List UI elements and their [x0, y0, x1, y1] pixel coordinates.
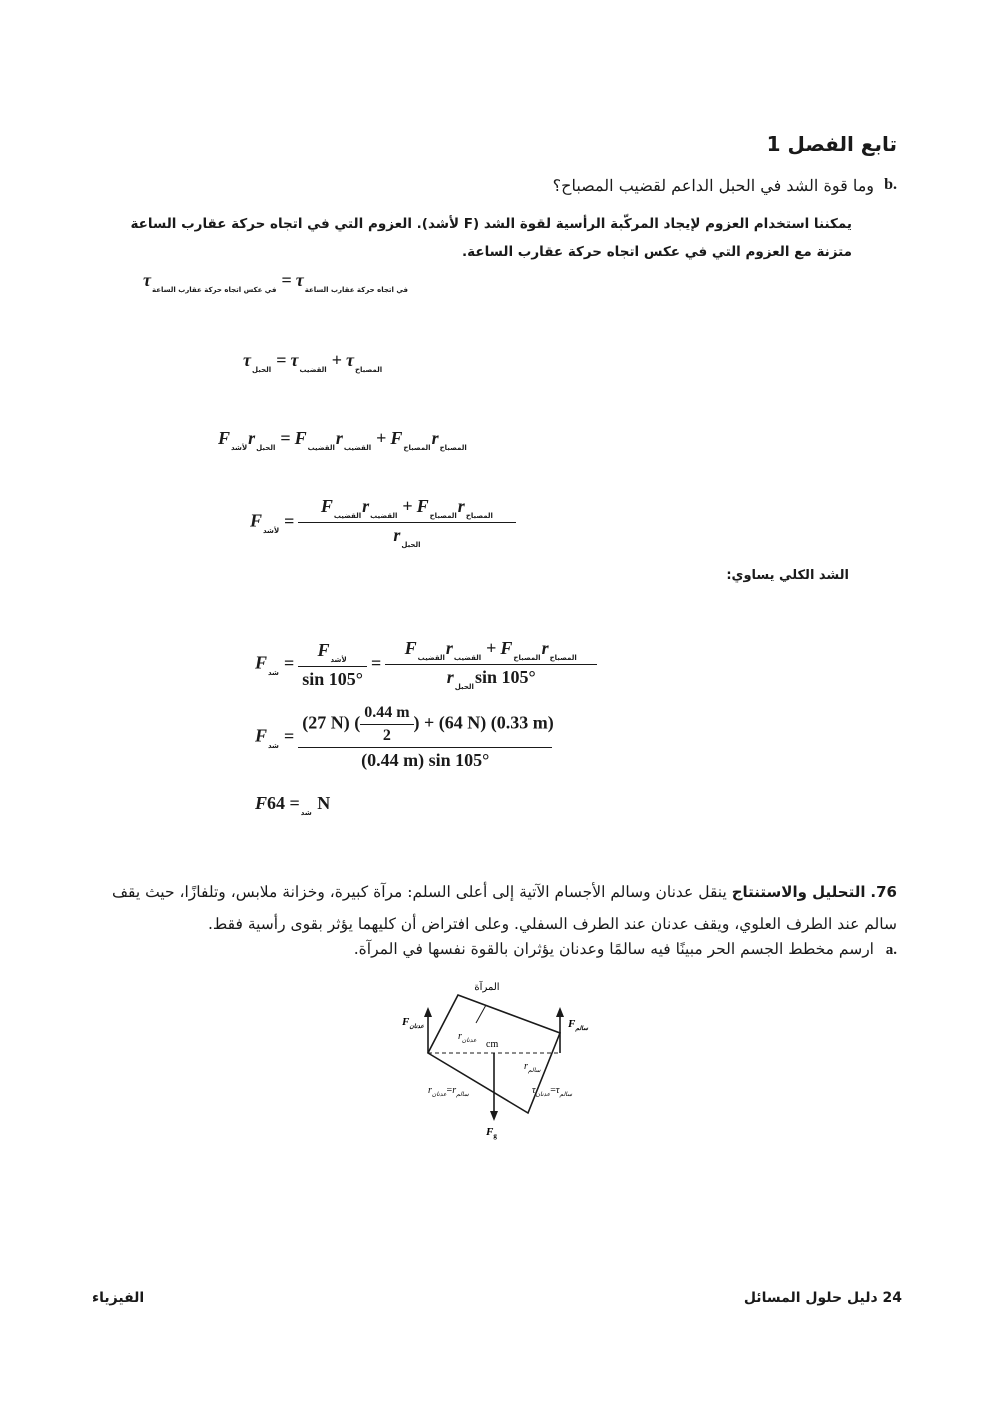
eq5-f2-s3: المصباح — [513, 654, 541, 662]
eq5-frac1 — [298, 640, 367, 690]
eq4-num-r1: r — [362, 496, 370, 516]
eq4-num-r2: r — [457, 496, 465, 516]
problem-76 — [87, 876, 897, 940]
F-adnan-label — [401, 1016, 424, 1030]
teq-t2: τ — [555, 1085, 560, 1096]
mirror-label: المرآة — [474, 982, 500, 993]
eq5-f2-r1: r — [445, 638, 453, 658]
eq6-num-27: (27 N) — [302, 712, 350, 733]
eq6-sub: شد — [268, 741, 279, 750]
eq3-sub2: الحبل — [256, 444, 276, 452]
problem-76-title: التحليل والاستنتاج — [731, 883, 866, 901]
eq3-r3: r — [431, 428, 439, 448]
eq3-r2: r — [335, 428, 343, 448]
eq2-sub-lamp: المصباح — [354, 366, 383, 374]
problem-76-text: ينقل عدنان وسالم الأجسام الآتية إلى أعلى السلم: مرآة كبيرة، وخزانة ملابس، وتلفازًا، حيث يقف سالم عند الطرف العلوي، ويقف عدنان عند الطرف السفلي. وعلى افتراض أن كليهما يؤثر بقوى رأسية فقط. — [111, 883, 897, 933]
F-salem-F: F — [568, 1018, 576, 1030]
eq4-num-sub2: القضيب — [370, 512, 398, 520]
teq-t1: τ — [532, 1085, 536, 1096]
eq2-tau-rod: τ — [290, 350, 299, 370]
eq1-lhs-sub: في عكس اتجاه حركة عقارب الساعة — [152, 286, 277, 294]
eq5-f2-den-sin: sin 105° — [474, 667, 536, 687]
equation-torque-balance — [143, 270, 409, 294]
eq5-f2-r2: r — [541, 638, 549, 658]
result-sub: شد — [300, 809, 312, 817]
eq2-plus: + — [331, 350, 342, 370]
eq4-num-sub1: القضيب — [333, 512, 362, 520]
eq5-f2-den-r: r — [446, 667, 454, 687]
arrow-adnan-head — [424, 1007, 432, 1017]
part-b-label: b. — [884, 176, 897, 193]
eq4-den-r: r — [393, 525, 401, 545]
eq2-tau-lamp: τ — [345, 350, 354, 370]
eq5-sub: شد — [268, 668, 279, 677]
eq4-equals: = — [284, 510, 295, 531]
part-b-question: وما قوة الشد في الحبل الداعم لقضيب المصباح؟ — [552, 176, 874, 195]
F-salem-label — [567, 1018, 589, 1032]
equation-force-arm — [218, 428, 468, 452]
eq3-F1: F — [218, 428, 231, 448]
eq4-num-sub4: المصباح — [465, 512, 493, 520]
teq-eq: = — [550, 1085, 556, 1096]
eq5-F: F — [255, 652, 268, 673]
equation-numeric — [255, 704, 552, 771]
eq4-den-sub: الحبل — [401, 541, 421, 549]
eq3-sub1: لأشد — [231, 444, 248, 452]
eq6-fraction: (27 N) ( $\frac{0.44 m}{2}$ ) + (64 N) (0.33 m) (0.44 m) sin 105° — [298, 704, 552, 771]
req-eq: = — [446, 1085, 453, 1096]
F-adnan-sub: عدنان — [409, 1024, 424, 1030]
eq5-f2-F1: F — [404, 638, 417, 658]
problem-76-number: 76. — [870, 883, 897, 901]
eq4-num-F1: F — [320, 496, 333, 516]
req-r2: r — [452, 1085, 457, 1096]
eq6-inner-bottom: 2 — [360, 724, 413, 745]
eq2-sub-rod: القضيب — [299, 366, 327, 374]
eq5-f2-s4: المصباح — [549, 654, 577, 662]
eq4-sub: لأشد — [263, 526, 280, 535]
equation-torque-sum — [243, 350, 383, 374]
r-salem-r: r — [524, 1061, 528, 1072]
F-adnan-F: F — [402, 1016, 410, 1028]
eq4-fraction — [298, 496, 516, 549]
r-adnan-label — [458, 1031, 477, 1044]
eq3-plus: + — [376, 428, 387, 448]
eq5-f2-plus: + — [486, 638, 497, 658]
cm-label: cm — [486, 1039, 499, 1050]
eq1-lhs: τ — [143, 270, 151, 290]
r-equality-label — [428, 1085, 470, 1098]
eq5-f2-s2: القضيب — [453, 654, 482, 662]
eq5-f2-s1: القضيب — [417, 654, 445, 662]
eq3-equals: = — [280, 428, 291, 448]
eq4-F: F — [250, 510, 263, 531]
eq1-rhs-sub: في اتجاه حركة عقارب الساعة — [304, 286, 409, 294]
r-adnan-r: r — [458, 1031, 462, 1042]
eq5-f1-F: F — [317, 639, 330, 660]
eq5-f2-F2: F — [500, 638, 513, 658]
r-salem-label — [524, 1061, 542, 1074]
eq3-sub6: المصباح — [439, 444, 467, 452]
eq1-equals: = — [281, 270, 292, 290]
eq5-f2-den-sub: الحبل — [454, 683, 474, 691]
req-sub1: عدنان — [431, 1092, 447, 1098]
part-b-explanation: يمكننا استخدام العزوم لإيجاد المركّبة الرأسية لقوة الشد (F لأشد). العزوم التي في اتجاه حركة عقارب الساعة متزنة مع العزوم التي في عكس اتجاه حركة عقارب الساعة. — [130, 216, 852, 260]
eq5-f1-den: sin 105° — [298, 666, 367, 690]
chapter-title: تابع الفصل 1 — [766, 132, 897, 156]
eq3-sub3: القضيب — [307, 444, 335, 452]
eq6-inner-frac — [360, 704, 413, 745]
eq5-equals1: = — [283, 652, 295, 673]
eq6-F: F — [255, 725, 268, 746]
arrow-salem-head — [556, 1007, 564, 1017]
eq5-frac2 — [385, 638, 597, 691]
teq-sub2: سالم — [559, 1092, 573, 1098]
result-F: F — [255, 793, 268, 813]
r-adnan-sub: عدنان — [461, 1038, 477, 1044]
equation-result — [255, 793, 330, 817]
req-sub2: سالم — [456, 1092, 469, 1098]
mirror-leader-line — [476, 1005, 486, 1023]
eq6-den: (0.44 m) sin 105° — [298, 747, 552, 771]
eq5-f1-sub: لأشد — [330, 655, 347, 664]
equation-total-tension — [255, 638, 597, 691]
eq2-tau-rope: τ — [243, 350, 251, 370]
eq3-F2: F — [294, 428, 307, 448]
eq2-equals: = — [276, 350, 287, 370]
r-salem-sub: سالم — [527, 1068, 541, 1074]
free-body-diagram — [390, 975, 610, 1150]
arrow-gravity-head — [490, 1111, 498, 1121]
eq6-inner-top: 0.44 m — [364, 704, 410, 721]
part-a-question: ارسم مخطط الجسم الحر مبينًا فيه سالمًا وعدنان يؤثران بالقوة نفسها في المرآة. — [353, 940, 874, 958]
footer-subject: الفيزياء — [92, 1290, 145, 1306]
eq6-equals: = — [283, 725, 295, 746]
eq2-sub-rope: الحبل — [252, 366, 272, 374]
Fg-label — [485, 1126, 497, 1140]
eq3-sub5: المصباح — [403, 444, 431, 452]
equation-tension-y — [250, 496, 516, 549]
Fg-F: F — [486, 1126, 494, 1138]
Fg-sub: g — [493, 1132, 497, 1140]
eq1-rhs: τ — [295, 270, 304, 290]
F-salem-sub: سالم — [575, 1026, 589, 1032]
eq4-plus: + — [402, 496, 413, 516]
result-value: = 64 N — [267, 793, 331, 813]
eq4-num-F2: F — [416, 496, 429, 516]
req-r1: r — [428, 1085, 432, 1096]
eq4-num-sub3: المصباح — [429, 512, 457, 520]
footer-page-label: 24 دليل حلول المسائل — [743, 1290, 902, 1306]
total-tension-label: الشد الكلي يساوي: — [726, 568, 849, 583]
eq5-equals2: = — [370, 652, 382, 673]
eq3-r1: r — [248, 428, 256, 448]
part-a-label: a. — [885, 942, 897, 958]
eq3-sub4: القضيب — [343, 444, 372, 452]
eq6-num-plus: + (64 N) (0.33 m) — [424, 712, 554, 733]
eq3-F3: F — [390, 428, 403, 448]
teq-sub1: عدنان — [535, 1092, 551, 1098]
